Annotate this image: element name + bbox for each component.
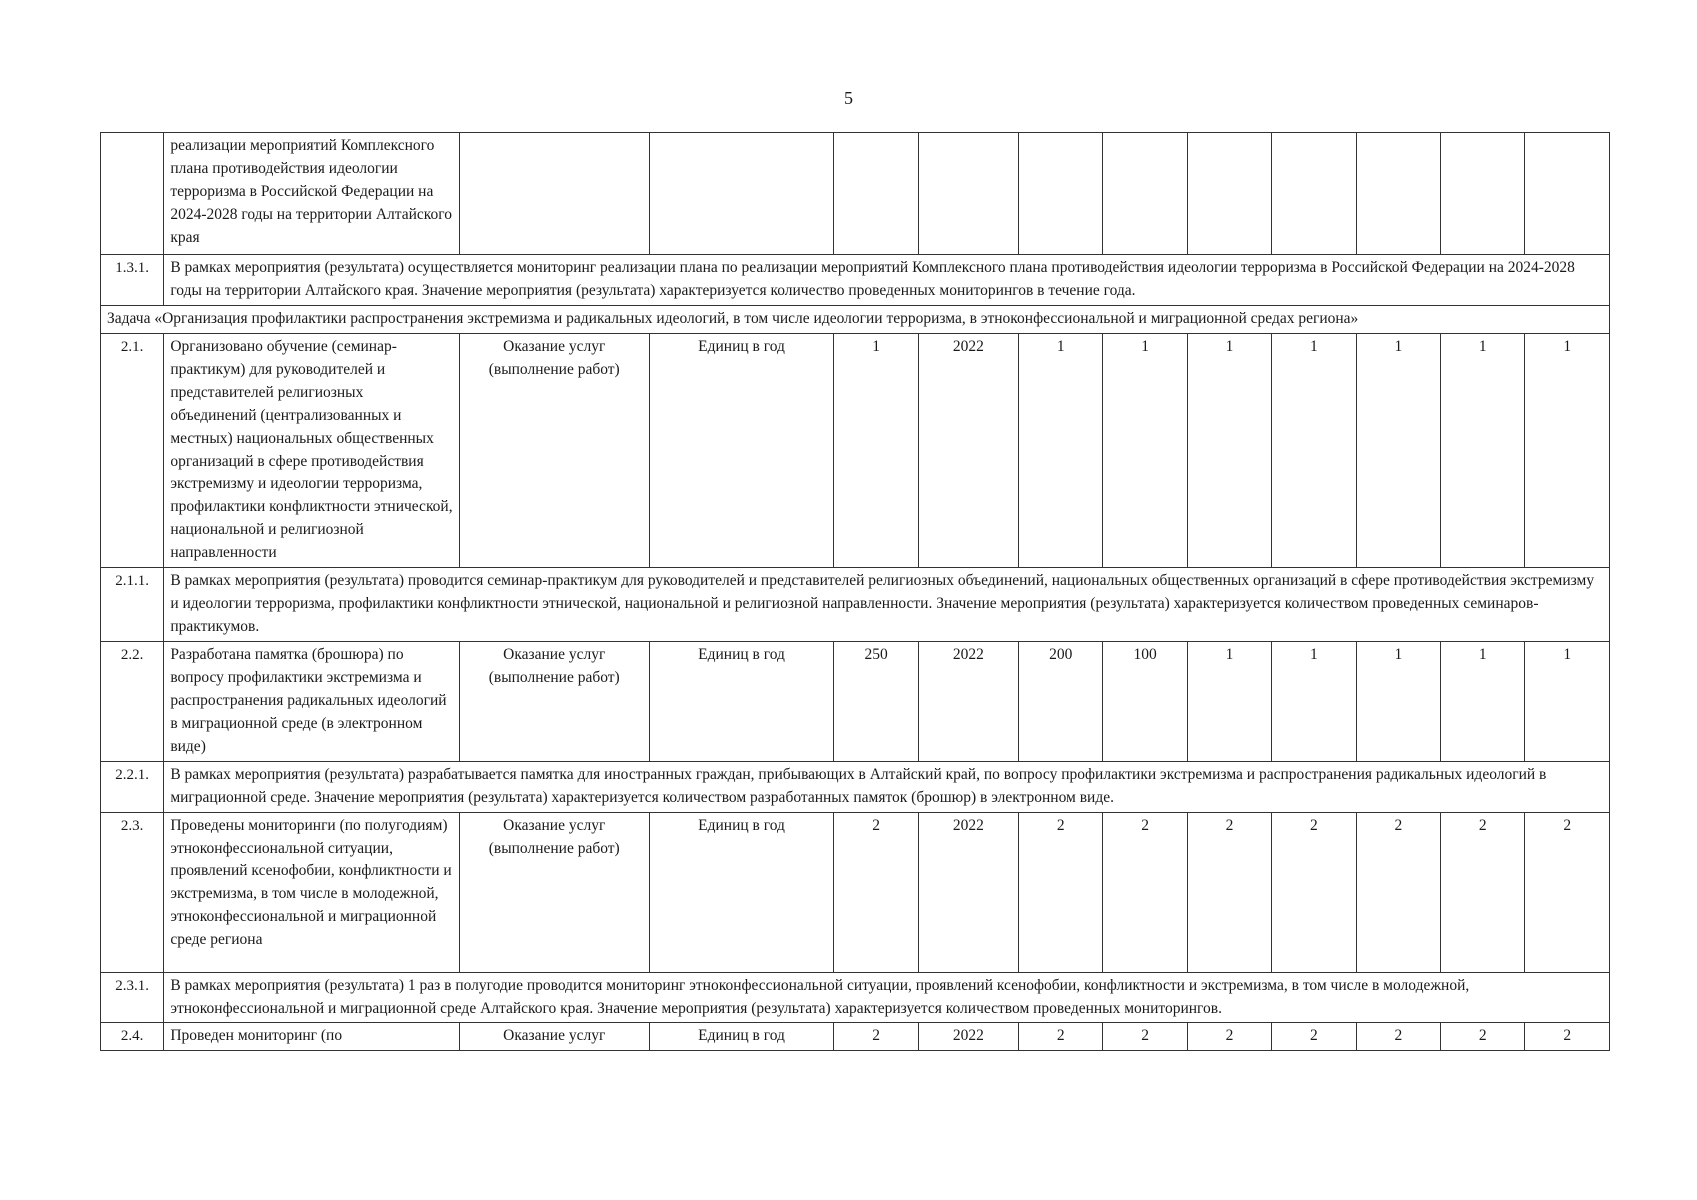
table-row-measure — [101, 642, 1610, 762]
year-value: 2 — [1356, 1023, 1440, 1051]
year-value: 2 — [1019, 1023, 1103, 1051]
task-title: Задача «Организация профилактики распространения экстремизма и радикальных идеологий, в том числе идеологии терроризма, в этноконфессиональной и миграционной средах региона» — [101, 305, 1610, 333]
year-value: 2 — [1187, 812, 1271, 972]
base-value — [834, 133, 918, 255]
row-number — [101, 133, 164, 255]
year-value: 1 — [1441, 333, 1525, 567]
base-value: 2 — [834, 1023, 918, 1051]
table-row-measure — [101, 333, 1610, 567]
table-row-measure — [101, 133, 1610, 255]
row-description: В рамках мероприятия (результата) проводится семинар-практикум для руководителей и представителей религиозных объединений, национальных общественных организаций в сфере противодействия экстремизму и идеологии терроризма, профилактики конфликтности этнической, национальной и религиозной направленности. Значение мероприятия (результата) характеризуется количеством проведенных семинаров-практикумов. — [164, 568, 1610, 642]
base-value: 2 — [834, 812, 918, 972]
year-value: 2 — [1272, 1023, 1356, 1051]
measure-type: Оказание услуг (выполнение работ) — [459, 642, 649, 762]
year-value: 100 — [1103, 642, 1187, 762]
row-description: В рамках мероприятия (результата) 1 раз в полугодие проводится мониторинг этноконфессиональной ситуации, проявлений ксенофобии, конфликтности и экстремизма, в том числе в молодежной, этноконфессиональной и миграционной среде Алтайского края. Значение мероприятия (результата) характеризуется количеством проведенных мониторингов. — [164, 972, 1610, 1023]
table-row-description — [101, 972, 1610, 1023]
year-value: 200 — [1019, 642, 1103, 762]
base-year: 2022 — [918, 333, 1018, 567]
table-row-measure — [101, 1023, 1610, 1051]
year-value: 1 — [1525, 333, 1610, 567]
year-value: 2 — [1272, 812, 1356, 972]
measure-type: Оказание услуг (выполнение работ) — [459, 333, 649, 567]
table-row-task — [101, 305, 1610, 333]
year-value: 1 — [1187, 333, 1271, 567]
base-year — [918, 133, 1018, 255]
measure-unit: Единиц в год — [649, 812, 834, 972]
year-value — [1525, 133, 1610, 255]
row-number: 2.1.1. — [101, 568, 164, 642]
year-value: 2 — [1103, 812, 1187, 972]
year-value: 2 — [1103, 1023, 1187, 1051]
year-value: 2 — [1019, 812, 1103, 972]
plan-table — [100, 132, 1610, 1051]
year-value: 1 — [1356, 333, 1440, 567]
row-number: 2.2.1. — [101, 761, 164, 812]
year-value: 2 — [1356, 812, 1440, 972]
row-description: В рамках мероприятия (результата) разрабатывается памятка для иностранных граждан, прибывающих в Алтайский край, по вопросу профилактики экстремизма и распространения радикальных идеологий в миграционной среде. Значение мероприятия (результата) характеризуется количеством разработанных памяток (брошюр) в электронном виде. — [164, 761, 1610, 812]
year-value: 1 — [1103, 333, 1187, 567]
year-value: 1 — [1356, 642, 1440, 762]
base-year: 2022 — [918, 812, 1018, 972]
base-year: 2022 — [918, 1023, 1018, 1051]
row-number: 2.4. — [101, 1023, 164, 1051]
year-value: 2 — [1441, 812, 1525, 972]
year-value: 2 — [1525, 1023, 1610, 1051]
row-description: В рамках мероприятия (результата) осуществляется мониторинг реализации плана по реализации мероприятий Комплексного плана противодействия идеологии терроризма в Российской Федерации на 2024-2028 годы на территории Алтайского края. Значение мероприятия (результата) характеризуется количество проведенных мониторингов в течение года. — [164, 255, 1610, 306]
row-number: 2.2. — [101, 642, 164, 762]
measure-unit: Единиц в год — [649, 1023, 834, 1051]
base-value: 1 — [834, 333, 918, 567]
base-year: 2022 — [918, 642, 1018, 762]
base-value: 250 — [834, 642, 918, 762]
measure-type: Оказание услуг — [459, 1023, 649, 1051]
row-number: 2.3. — [101, 812, 164, 972]
year-value — [1272, 133, 1356, 255]
measure-name: Проведены мониторинги (по полугодиям) этноконфессиональной ситуации, проявлений ксенофобии, конфликтности и экстремизма, в том числе в молодежной, этноконфессиональной и миграционной среде региона — [164, 812, 459, 972]
measure-unit — [649, 133, 834, 255]
measure-unit: Единиц в год — [649, 642, 834, 762]
year-value — [1441, 133, 1525, 255]
measure-name: Проведен мониторинг (по — [164, 1023, 459, 1051]
measure-type — [459, 133, 649, 255]
measure-name: Разработана памятка (брошюра) по вопросу профилактики экстремизма и распространения радикальных идеологий в миграционной среде (в электронном виде) — [164, 642, 459, 762]
measure-type: Оказание услуг (выполнение работ) — [459, 812, 649, 972]
page-number: 5 — [844, 88, 853, 108]
measure-name: реализации мероприятий Комплексного плана противодействия идеологии терроризма в Российской Федерации на 2024-2028 годы на территории Алтайского края — [164, 133, 459, 255]
measure-name: Организовано обучение (семинар-практикум) для руководителей и представителей религиозных объединений (централизованных и местных) национальных общественных организаций в сфере противодействия экстремизму и идеологии терроризма, профилактики конфликтности этнической, национальной и религиозной направленности — [164, 333, 459, 567]
year-value — [1187, 133, 1271, 255]
year-value: 2 — [1187, 1023, 1271, 1051]
measure-unit: Единиц в год — [649, 333, 834, 567]
table-row-measure — [101, 812, 1610, 972]
year-value: 1 — [1272, 642, 1356, 762]
row-number: 2.1. — [101, 333, 164, 567]
year-value — [1356, 133, 1440, 255]
year-value: 2 — [1441, 1023, 1525, 1051]
year-value: 2 — [1525, 812, 1610, 972]
row-number: 1.3.1. — [101, 255, 164, 306]
table-row-description — [101, 255, 1610, 306]
year-value: 1 — [1272, 333, 1356, 567]
year-value — [1103, 133, 1187, 255]
year-value — [1019, 133, 1103, 255]
table-row-description — [101, 761, 1610, 812]
year-value: 1 — [1441, 642, 1525, 762]
row-number: 2.3.1. — [101, 972, 164, 1023]
year-value: 1 — [1187, 642, 1271, 762]
year-value: 1 — [1525, 642, 1610, 762]
table-row-description — [101, 568, 1610, 642]
year-value: 1 — [1019, 333, 1103, 567]
